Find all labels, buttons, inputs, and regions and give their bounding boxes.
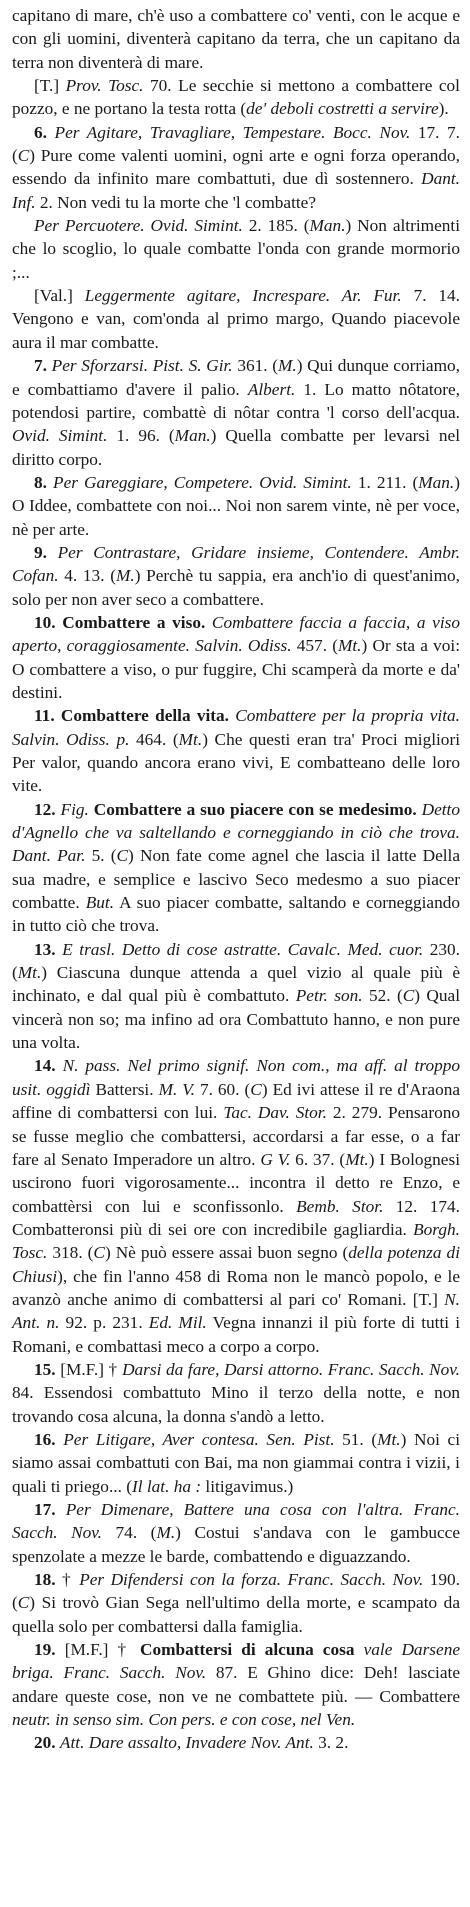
body-text: 457. ( <box>291 636 338 656</box>
italic-text: Tac. Dav. Stor. <box>223 1103 327 1123</box>
italic-text: Il lat. ha : <box>131 1476 202 1496</box>
italic-text: Man. <box>174 426 211 446</box>
sense-number: 19. <box>34 1640 65 1660</box>
italic-text: M. <box>278 356 297 376</box>
italic-text: Mt. <box>178 729 203 749</box>
italic-text: C <box>17 1593 30 1613</box>
dictionary-paragraph <box>12 1358 460 1428</box>
italic-text: C <box>402 986 415 1006</box>
body-text: ), che fin l'anno 458 di Roma non le mancò popolo, e le avanzò anche animo di combattersi al pari co' Romani. [T.] <box>12 1266 460 1309</box>
sense-number: 18. <box>34 1570 63 1590</box>
italic-text: C <box>93 1243 105 1263</box>
italic-text: M. V. <box>158 1079 195 1099</box>
italic-text: Petr. son. <box>295 986 363 1006</box>
italic-text: N. pass. Nel primo signif. Non com., ma aff. al troppo usit. oggidì <box>12 1056 461 1099</box>
body-text: 17. 7. ( <box>12 122 460 166</box>
dictionary-paragraph <box>12 1731 460 1754</box>
body-text: 2. 185. ( <box>242 216 310 236</box>
italic-text: vale Darsene briga. Franc. Sacch. Nov. <box>12 1640 460 1683</box>
body-text: 6. 37. ( <box>290 1149 346 1169</box>
sense-number: 16. <box>34 1429 64 1449</box>
body-text: 92. p. 231. <box>59 1313 149 1333</box>
headword-phrase: 10. Combattere a viso. <box>34 612 212 632</box>
italic-text: de' deboli costretti a servire <box>246 99 439 119</box>
sense-number: 20. <box>34 1733 60 1753</box>
italic-text: Man. <box>418 472 455 492</box>
sense-number: 12. <box>34 799 61 819</box>
body-text: ) I Bolognesi uscirono fuori vigorosamente... incontra il detto re Enzo, e combattèrsi con lui e sconfissonlo. <box>12 1149 461 1216</box>
italic-text: Darsi da fare, Darsi attorno. Franc. Sacch. Nov. <box>122 1359 460 1379</box>
italic-text: M. <box>156 1523 176 1543</box>
italic-text: Per Litigare, Aver contesa. Sen. Pist. <box>63 1429 335 1449</box>
italic-text: Prov. Tosc. <box>65 76 144 96</box>
body-text: 84. Essendosi combattuto Mino il terzo della notte, e non trovando cosa alcuna, la donna s'andò a letto. <box>12 1383 460 1426</box>
sense-number: 13. <box>34 939 63 959</box>
italic-text: Per Dimenare, Battere una cosa con l'altra. Franc. Sacch. Nov. <box>12 1500 461 1543</box>
body-text: 52. ( <box>362 986 403 1006</box>
italic-text: Fig. <box>60 799 89 819</box>
dictionary-paragraph <box>12 611 460 704</box>
italic-text: E trasl. Detto di cose astratte. Cavalc. Med. cuor. <box>62 939 424 959</box>
dictionary-paragraph <box>12 284 460 354</box>
italic-text: Bemb. Stor. <box>296 1196 384 1216</box>
body-text: 70. Le secchie si mettono a combattere col pozzo, e ne portano la testa rotta ( <box>12 76 460 119</box>
italic-text: C <box>250 1079 262 1099</box>
body-text: 51. ( <box>334 1429 378 1449</box>
headword-phrase: Combattere a suo piacere con se medesimo. <box>88 799 422 819</box>
body-text: [M.F.] † <box>64 1640 141 1660</box>
italic-text: C <box>17 146 30 166</box>
body-text: ) Nè può essere assai buon segno ( <box>104 1243 349 1263</box>
body-text: 190. ( <box>12 1570 460 1613</box>
italic-text: Mt. <box>17 963 42 983</box>
dictionary-paragraph <box>12 354 460 471</box>
dictionary-paragraph <box>12 74 460 121</box>
italic-text: Per Percuotere. Ovid. Simint. <box>34 216 243 236</box>
italic-text: Borgh. Tosc. <box>12 1219 460 1263</box>
sense-number: 17. <box>34 1500 66 1519</box>
dictionary-paragraph <box>12 4 460 74</box>
italic-text: Detto d'Agnello che va saltellando e corneggiando in ciò che trova. Dant. Par. <box>12 799 461 866</box>
headword-phrase: 11. Combattere della vita. <box>34 706 236 726</box>
dictionary-entries <box>12 4 460 1755</box>
body-text: ). <box>438 99 449 119</box>
body-text: 1. 96. ( <box>107 426 175 446</box>
sense-number: 15. <box>34 1359 61 1379</box>
body-text: 7. 14. Vengono e van, com'onda al primo margo, Quando piacevole aura il mar combatte. <box>12 286 461 352</box>
dictionary-paragraph <box>12 704 460 797</box>
italic-text: G V. <box>260 1149 291 1169</box>
italic-text: Per Sforzarsi. Pist. S. Gir. <box>51 356 233 376</box>
body-text: [M.F.] † <box>60 1359 123 1379</box>
body-text: 2. Non vedi tu la morte che 'l combatte? <box>35 192 317 212</box>
italic-text: Per Gareggiare, Competere. Ovid. Simint. <box>53 472 352 492</box>
body-text: ) Or sta a voi: O combattere a viso, o pur fuggire, Chi scamperà da morte e da' destini. <box>12 636 461 702</box>
body-text: 1. Lo matto nôtatore, potendosi partire, combattè di nôtar contra 'l corso dell'acqua. <box>12 379 460 422</box>
italic-text: Combattere faccia a faccia, a viso aperto, coraggiosamente. Salvin. Odiss. <box>12 612 460 656</box>
body-text: ) Pure come valenti uomini, ogni arte e ogni forza operando, essendo da infinito mare combattuti, due dì sostennero. <box>12 146 460 189</box>
body-text: Vegna innanzi il più forte di tutti i Romani, e combattasi meco a corpo a corpo. <box>12 1313 460 1356</box>
body-text: capitano di mare, ch'è uso a combattere co' venti, con le acque e con gli uomini, diventerà capitano da terra, che un capitano da terra non diventerà di mare. <box>12 6 460 72</box>
body-text: 4. 13. ( <box>58 566 116 586</box>
italic-text: Combattere per la propria vita. Salvin. Odiss. p. <box>12 706 460 749</box>
italic-text: Dant. Inf. <box>12 169 460 212</box>
sense-number: 7. <box>34 356 52 376</box>
body-text: 1. 211. ( <box>351 472 419 492</box>
body-text: ) Non fate come agnel che lascia il latte Della sua madre, e semplice e lascivo Seco medesmo a suo piacer combatte. <box>12 846 461 913</box>
italic-text: N. Ant. n. <box>12 1289 460 1333</box>
dictionary-paragraph <box>12 1498 460 1568</box>
sense-number: 6. <box>34 122 55 142</box>
body-text: 3. 2. <box>313 1733 349 1753</box>
italic-text: M. <box>115 566 135 586</box>
body-text: ) Quella combatte per levarsi nel diritto corpo. <box>12 426 461 469</box>
sense-number: 9. <box>34 542 58 562</box>
body-text: ) Ciascuna dunque attenda a quel vizio al quale più è inchinato, e dal qual più è combattuto. <box>12 963 460 1006</box>
dictionary-paragraph <box>12 1638 460 1731</box>
dictionary-paragraph <box>12 798 460 938</box>
italic-text: But. <box>85 893 115 913</box>
italic-text: Per Contrastare, Gridare insieme, Contendere. Ambr. Cofan. <box>12 542 461 586</box>
italic-text: Mt. <box>345 1149 369 1169</box>
body-text: [T.] <box>34 76 66 96</box>
sense-number: 14. <box>34 1056 63 1076</box>
italic-text: Man. <box>309 216 346 236</box>
italic-text: Ed. Mil. <box>148 1313 207 1333</box>
dictionary-paragraph <box>12 541 460 611</box>
body-text: 464. ( <box>129 729 179 749</box>
dictionary-paragraph <box>12 1428 460 1498</box>
body-text: 2. 279. Pensarono se fusse meglio che combattersi, accordarsi a far esse, o a far fare al Senato Imperadore un altro. <box>12 1103 460 1169</box>
body-text: ) Costui s'andava con le gambucce spenzolate a mezze le barde, combattendo e diguazzando. <box>12 1523 461 1566</box>
body-text: 5. ( <box>85 846 117 866</box>
body-text: ) Si trovò Gian Sega nell'ultimo della morte, e scampato da quella solo per combattersi dalla famiglia. <box>12 1593 460 1636</box>
dictionary-paragraph <box>12 471 460 541</box>
body-text: A suo piacer combatte, saltando e corneggiando in tutto ciò che trova. <box>12 893 461 936</box>
body-text: ) Che questi eran tra' Proci migliori Per valor, quando ancora erano vivi, E combatteano delle loro vite. <box>12 729 461 796</box>
italic-text: Per Difendersi con la forza. Franc. Sacch. Nov. <box>79 1570 424 1590</box>
italic-text: neutr. in senso sim. Con pers. e con cose, nel Ven. <box>12 1710 356 1730</box>
body-text: 230. ( <box>12 939 460 983</box>
italic-text: Per Agitare, Travagliare, Tempestare. Bocc. Nov. <box>54 122 411 142</box>
body-text: 87. E Ghino dice: Deh! lasciate andare queste cose, non ve ne combattete più. — Combattere <box>12 1663 460 1706</box>
body-text: Battersi. <box>90 1079 159 1099</box>
sense-number: 8. <box>34 472 54 492</box>
body-text: ) O Iddee, combattete con noi... Noi non sarem vinte, nè per voce, nè per arte. <box>12 472 461 539</box>
body-text: 74. ( <box>102 1523 157 1543</box>
italic-text: Mt. <box>377 1429 401 1449</box>
italic-text: della potenza di Chiusi <box>12 1243 460 1286</box>
body-text: 318. ( <box>47 1243 94 1263</box>
dictionary-paragraph <box>12 938 460 1055</box>
headword-phrase: Combattersi di alcuna cosa <box>140 1640 364 1660</box>
body-text: ) Non altrimenti che lo scoglio, lo quale combatte l'onda con grande mormorio ;... <box>12 216 461 282</box>
italic-text: C <box>116 846 129 866</box>
body-text: litigavimus.) <box>201 1476 294 1496</box>
dictionary-paragraph <box>12 121 460 214</box>
italic-text: Ovid. Simint. <box>12 426 108 446</box>
body-text: ) Perchè tu sappia, era anch'io di quest'animo, solo per non aver seco a combattere. <box>12 566 461 609</box>
italic-text: Att. Dare assalto, Invadere Nov. Ant. <box>59 1733 314 1753</box>
dictionary-paragraph <box>12 1054 460 1357</box>
body-text: ) Noi ci siamo assai combattuti con Bai, ma non giammai contra i vizii, i quali ti priego... ( <box>12 1429 461 1496</box>
body-text: ) Ed ivi attese il re d'Araona affine di combattersi con lui. <box>12 1079 461 1123</box>
dictionary-paragraph <box>12 1568 460 1638</box>
italic-text: Albert. <box>247 379 296 399</box>
body-text: † <box>62 1570 80 1590</box>
body-text: 361. ( <box>232 356 278 376</box>
italic-text: Mt. <box>337 636 362 656</box>
italic-text: Leggermente agitare, Increspare. Ar. Fur. <box>84 286 402 306</box>
body-text: ) Qui dunque corriamo, e combattiamo d'avere il palio. <box>12 356 460 399</box>
body-text: [Val.] <box>34 286 85 306</box>
body-text: 7. 60. ( <box>194 1079 251 1099</box>
dictionary-paragraph <box>12 214 460 284</box>
body-text: ) Qual vincerà non so; ma infino ad ora Combattuto hanno, e non pure una volta. <box>12 986 461 1053</box>
body-text: 12. 174. Combatteronsi più di sei ore con incredibile gagliardia. <box>12 1196 460 1239</box>
